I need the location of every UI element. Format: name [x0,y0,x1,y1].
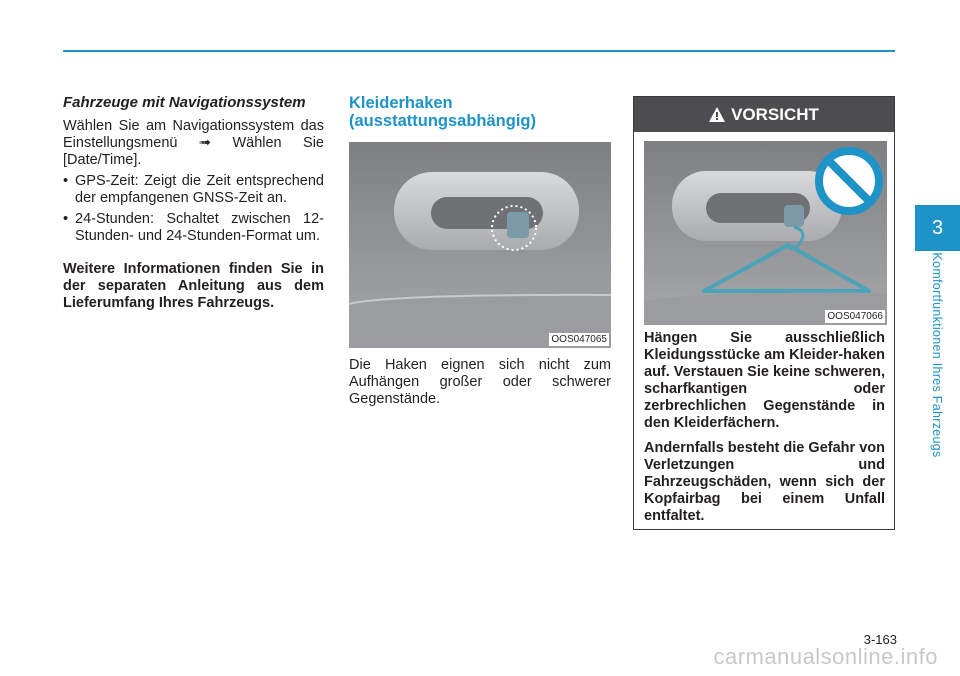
hook-illustration [349,142,611,348]
caution-box [633,96,895,530]
section-heading-navigation: Fahrzeuge mit Navigationssystem [63,94,306,111]
image-code: OOS047066 [827,311,883,322]
chapter-side-label: Komfortfunktionen Ihres Fahrzeugs [930,252,944,458]
page-number: 3-163 [863,632,897,647]
hanger-illustration [644,141,887,325]
intro-paragraph: Wählen Sie am Navigationssystem das Einstellungsmenü ➟ Wählen Sie [Date/Time]. [63,118,324,168]
middle-column [349,94,611,412]
chapter-tab[interactable]: 3 [915,205,960,251]
watermark: carmanualsonline.info [713,644,938,669]
left-column [63,94,324,312]
caution-title: VORSICHT [731,104,819,124]
caution-text [644,330,885,525]
section-heading-clothes-hook: Kleiderhaken (ausstattungsabhängig) [349,94,537,130]
caution-photo [644,141,887,325]
top-rule [63,50,895,52]
bullet-item: • GPS-Zeit: Zeigt die Zeit entsprechend der empfangenen GNSS-Zeit an. [63,173,324,207]
caution-paragraph: Hängen Sie ausschließlich Kleidungsstücke am Kleider-haken auf. Verstauen Sie keine schweren, scharfkantigen oder zerbrechlichen Gegenstände in den Kleiderfächern. [644,330,885,431]
bullet-item: • 24-Stunden: Schaltet zwischen 12-Stunden- und 24-Stunden-Format um. [63,211,324,245]
caution-paragraph: Andernfalls besteht die Gefahr von Verletzungen und Fahrzeugschäden, wenn sich der Kopfairbag bei einem Unfall entfaltet. [644,440,885,524]
warning-triangle-icon [709,107,725,122]
caution-header [634,97,894,132]
clothes-hook-photo [349,142,611,348]
image-code: OOS047065 [551,334,607,345]
hook-note: Die Haken eignen sich nicht zum Aufhängen großer oder schwerer Gegenstände. [349,357,611,407]
info-note: Weitere Informationen finden Sie in der separaten Anleitung aus dem Lieferumfang Ihres Fahrzeugs. [63,261,324,311]
